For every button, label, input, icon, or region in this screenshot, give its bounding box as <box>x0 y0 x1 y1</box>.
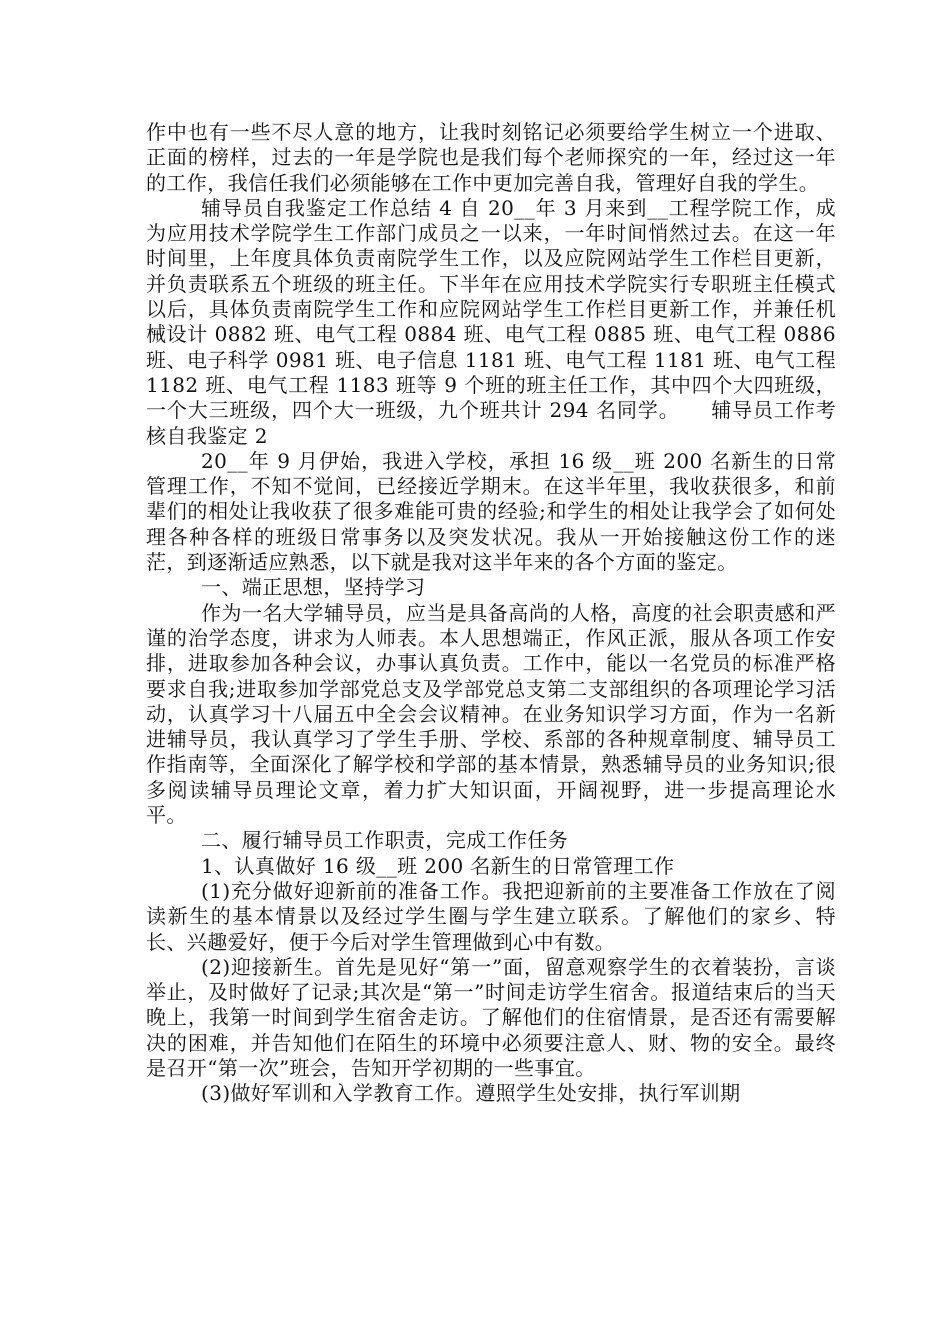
document-page <box>146 120 836 1107</box>
paragraph: 辅导员自我鉴定工作总结 4 自 20__年 3 月来到__工程学院工作，成为应用技术学院学生工作部门成员之一以来，一年时间悄然过去。在这一年时间里，上年度具体负责南院学生工作，以及应院网站学生工作栏目更新，并负责联系五个班级的班主任。下半年在应用技术学院实行专职班主任模式以后，具体负责南院学生工作和应院网站学生工作栏目更新工作，并兼任机械设计 0882 班、电气工程 0884 班、电气工程 0885 班、电气工程 0886 班、电子科学 0981 班、电子信息 1181 班、电气工程 1181 班、电气工程 1182 班、电气工程 1183 班等 9 个班的班主任工作，其中四个大四班级，一个大三班级，四个大一班级，九个班共计 294 名同学。 辅导员工作考核自我鉴定 2 <box>146 195 836 448</box>
paragraph: (2)迎接新生。首先是见好“第一”面，留意观察学生的衣着装扮，言谈举止，及时做好了记录;其次是“第一”时间走访学生宿舍。报道结束后的当天晚上，我第一时间到学生宿舍走访。了解他们的住宿情景，是否还有需要解决的困难，并告知他们在陌生的环境中必须要注意人、财、物的安全。最终是召开“第一次”班会，告知开学初期的一些事宜。 <box>146 954 836 1080</box>
section-heading: 二、履行辅导员工作职责，完成工作任务 <box>201 828 569 853</box>
paragraph: 20__年 9 月伊始，我进入学校，承担 16 级__班 200 名新生的日常管理工作，不知不觉间，已经接近学期末。在这半年里，我收获很多，和前辈们的相处让我收获了很多难能可贵的经验;和学生的相处让我学会了如何处理各种各样的班级日常事务以及突发状况。我从一开始接触这份工作的迷茫，到逐渐适应熟悉，以下就是我对这半年来的各个方面的鉴定。 <box>146 448 836 575</box>
subsection-heading: 1、认真做好 16 级__班 200 名新生的日常管理工作 <box>201 853 675 878</box>
paragraph: 作中也有一些不尽人意的地方，让我时刻铭记必须要给学生树立一个进取、正面的榜样，过去的一年是学院也是我们每个老师探究的一年，经过这一年的工作，我信任我们必须能够在工作中更加完善自我，管理好自我的学生。 <box>146 120 836 195</box>
paragraph: 作为一名大学辅导员，应当是具备高尚的人格，高度的社会职责感和严谨的治学态度，讲求为人师表。本人思想端正，作风正派，服从各项工作安排，进取参加各种会议，办事认真负责。工作中，能以一名党员的标准严格要求自我;进取参加学部党总支及学部党总支第二支部组织的各项理论学习活动，认真学习十八届五中全会会议精神。在业务知识学习方面，作为一名新进辅导员，我认真学习了学生手册、学校、系部的各种规章制度、辅导员工作指南等，全面深化了解学校和学部的基本情景，熟悉辅导员的业务知识;很多阅读辅导员理论文章，着力扩大知识面，开阔视野，进一步提高理论水平。 <box>146 600 836 828</box>
paragraph: (1)充分做好迎新前的准备工作。我把迎新前的主要准备工作放在了阅读新生的基本情景以及经过学生圈与学生建立联系。了解他们的家乡、特长、兴趣爱好，便于今后对学生管理做到心中有数。 <box>146 878 836 954</box>
section-heading: 一、端正思想，坚持学习 <box>201 575 426 600</box>
paragraph: (3)做好军训和入学教育工作。遵照学生处安排，执行军训期 <box>201 1081 741 1106</box>
